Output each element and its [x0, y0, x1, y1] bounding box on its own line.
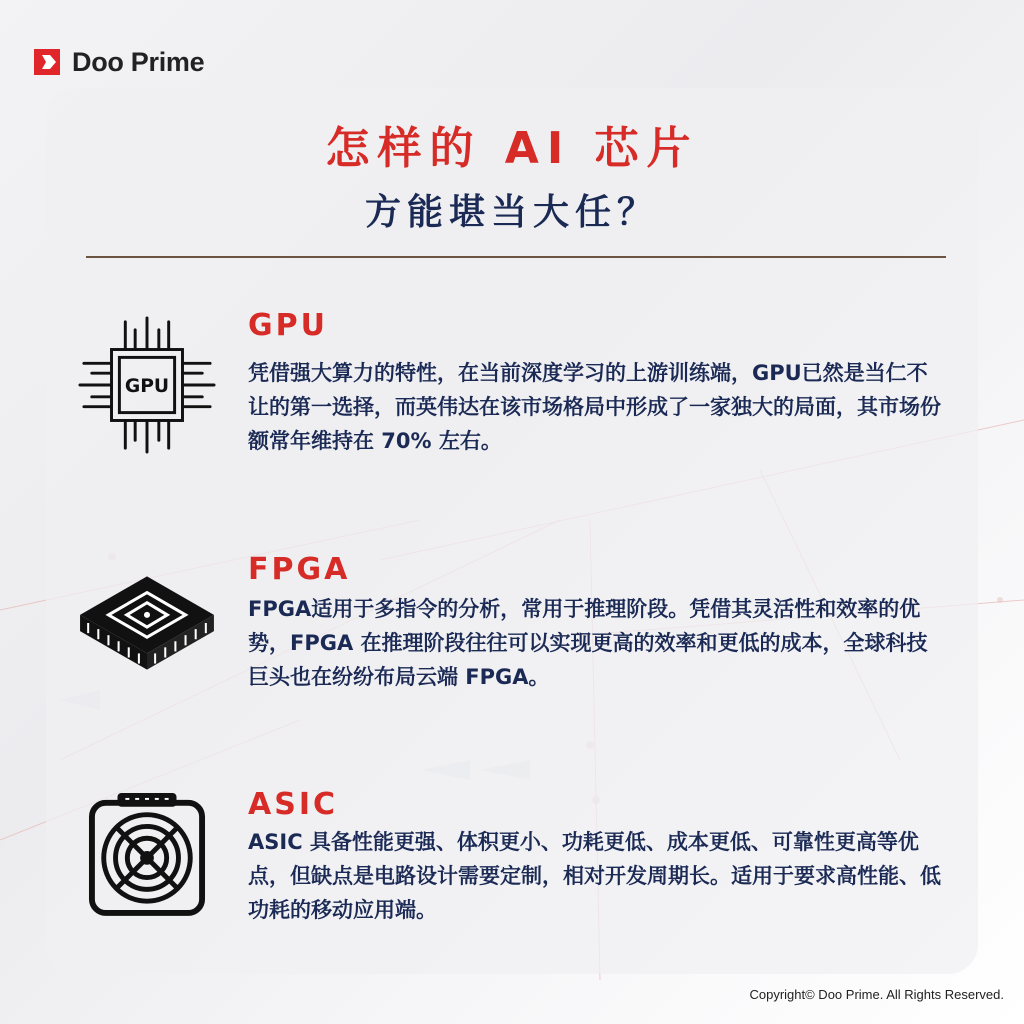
page-title: 怎样的 AI 芯片	[325, 123, 699, 174]
title-divider	[86, 256, 946, 258]
copyright-text: Copyright© Doo Prime. All Rights Reserved.	[749, 987, 1004, 1002]
section-asic	[0, 785, 1024, 935]
gpu-chip-icon	[78, 316, 216, 454]
section-body-fpga: FPGA适用于多指令的分析，常用于推理阶段。凭借其灵活性和效率的优势，FPGA 在推理阶段往往可以实现更高的效率和更低的成本，全球科技巨头也在纷纷布局云端 FPGA。	[248, 597, 928, 689]
fpga-chip-icon	[76, 572, 218, 674]
section-heading-gpu: GPU	[248, 308, 328, 343]
section-heading-fpga: FPGA	[248, 552, 351, 587]
brand-logo	[34, 44, 204, 80]
section-body-gpu: 凭借强大算力的特性，在当前深度学习的上游训练端，GPU已然是当仁不让的第一选择，而英伟达在该市场格局中形成了一家独大的局面，其市场份额常年维持在 70% 左右。	[248, 361, 941, 453]
section-fpga	[0, 550, 1024, 710]
doo-prime-logo-icon	[34, 47, 64, 77]
section-heading-asic: ASIC	[248, 787, 339, 822]
section-gpu	[0, 300, 1024, 470]
page-subtitle: 方能堪当大任？	[364, 192, 659, 233]
section-body-asic: ASIC 具备性能更强、体积更小、功耗更低、成本更低、可靠性更高等优点，但缺点是电路设计需要定制，相对开发周期长。适用于要求高性能、低功耗的移动应用端。	[248, 830, 941, 922]
brand-name: Doo Prime	[72, 46, 205, 77]
gpu-chip-label: GPU	[124, 375, 170, 397]
asic-fan-icon	[88, 789, 206, 917]
